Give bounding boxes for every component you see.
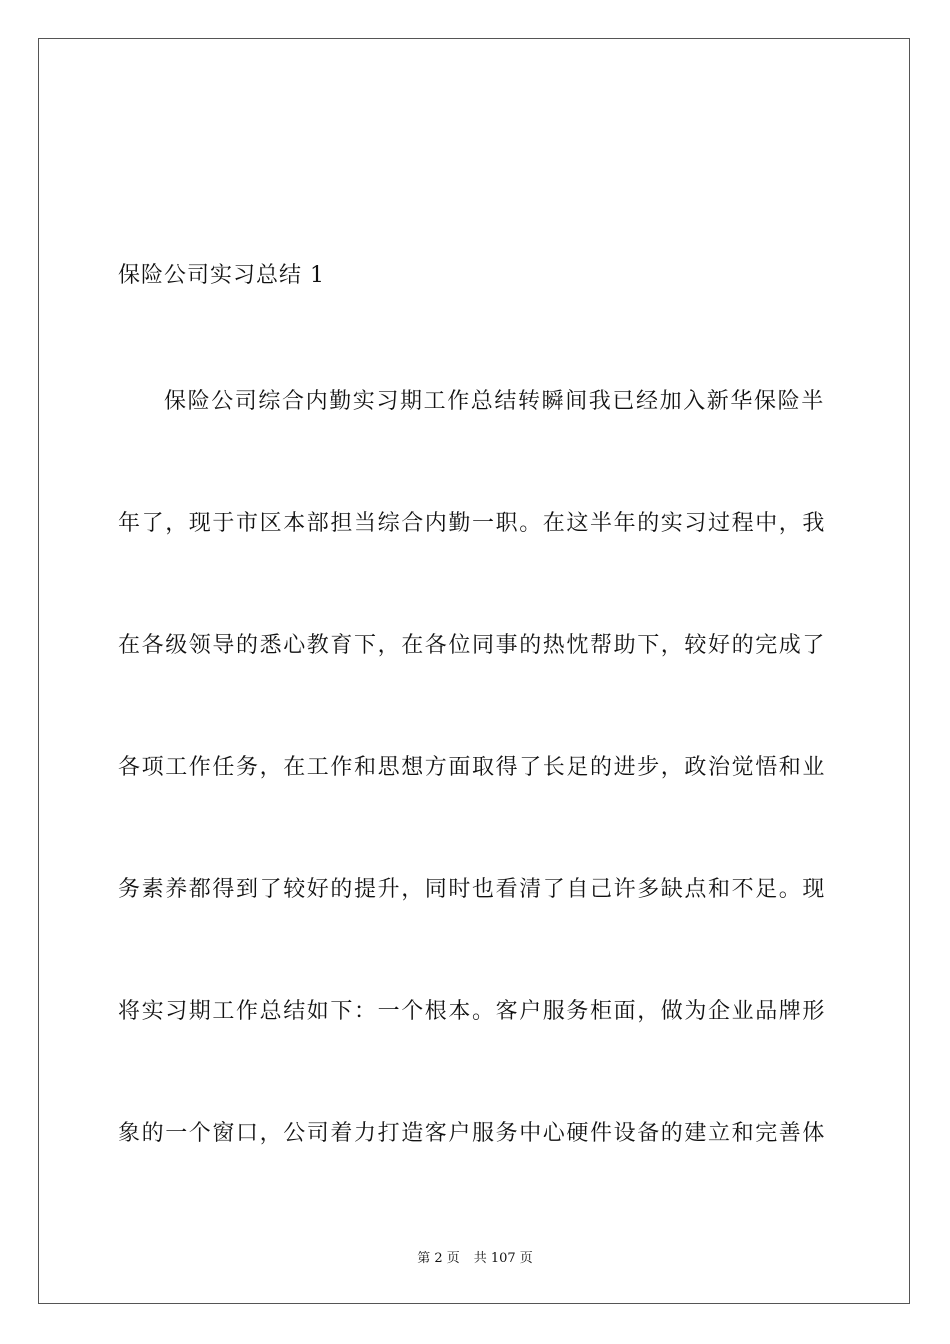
paragraph-line: 保险公司综合内勤实习期工作总结转瞬间我已经加入新华保险半 [164,389,825,414]
paragraph-line: 象的一个窗口，公司着力打造客户服务中心硬件设备的建立和完善体 [118,1121,827,1146]
paragraph-line: 在各级领导的悉心教育下，在各位同事的热忱帮助下，较好的完成了 [118,633,827,658]
paragraph-line: 将实习期工作总结如下：一个根本。客户服务柜面，做为企业品牌形 [118,999,827,1024]
page-footer [0,1247,950,1266]
page-number: 第 2 页 [417,1251,460,1266]
page-total: 共 107 页 [473,1251,533,1266]
page-frame [38,38,910,1304]
paragraph-line: 各项工作任务，在工作和思想方面取得了长足的进步，政治觉悟和业 [118,755,827,780]
paragraph-line: 年了，现于市区本部担当综合内勤一职。在这半年的实习过程中，我 [118,511,827,536]
document-title: 保险公司实习总结 1 [118,263,325,288]
paragraph-line: 务素养都得到了较好的提升，同时也看清了自己许多缺点和不足。现 [118,877,827,902]
